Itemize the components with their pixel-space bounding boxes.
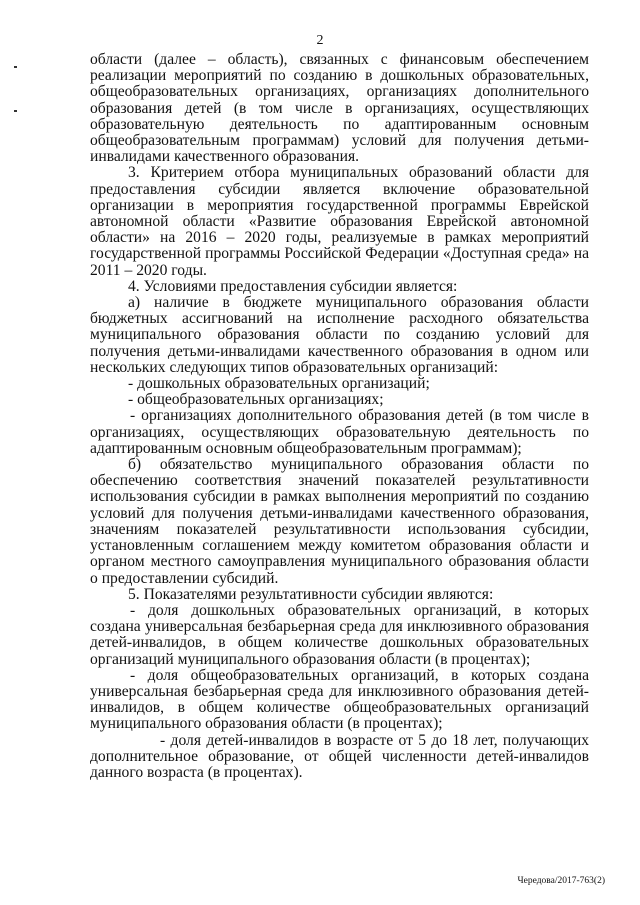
- page-number: 2: [316, 33, 324, 48]
- paragraph-intro-continuation: области (далее – область), связанных с финансовым обеспечением реализации мероприятий по созданию в дошкольных образовательных, общеобразовательных организациях, организациях дополнительного образования детей (в том числе в организациях, осуществляющих образовательную деятельность по адаптированным основным общеобразовательным программам) условий для получения детьми-инвалидами качественного образования.: [90, 51, 589, 166]
- paragraph-4b-obligation: б) обязательство муниципального образования области по обеспечению соответствия значений показателей результативности использования субсидии в рамках выполнения мероприятий по созданию условий для получения детьми-инвалидами качественного образования, значениям показателей результативности использования субсидии, установленным соглашением между комитетом образования области и органом местного самоуправления муниципального образования области о предоставлении субсидий.: [90, 456, 589, 587]
- indicator-preschool-share: - доля дошкольных образовательных организаций, в которых создана универсальная безбарьерная среда для инклюзивного образования детей-инвалидов, в общем количестве дошкольных образовательных организаций муниципального образования области (в процентах);: [90, 601, 589, 668]
- paragraph-3-selection-criteria: 3. Критерием отбора муниципальных образований области для предоставления субсидии является включение образовательной организации в мероприятия государственной программы Еврейской автономной области «Развитие образования Еврейской автономной области» на 2016 – 2020 годы, реализуемые в рамках мероприятий государственной программы Российской Федерации «Доступная среда» на 2011 – 2020 годы.: [90, 164, 589, 279]
- indicator-general-share: - доля общеобразовательных организаций, в которых создана универсальная безбарьерная среда для инклюзивного образования детей-инвалидов, в общем количестве общеобразовательных организаций муниципального образования области (в процентах);: [90, 666, 589, 733]
- margin-mark: [14, 66, 17, 68]
- list-item-general-education: - общеобразовательных организациях;: [128, 391, 384, 409]
- indicator-children-share: - доля детей-инвалидов в возрасте от 5 до 18 лет, получающих дополнительное образование, от общей численности детей-инвалидов данного возраста (в процентах).: [90, 731, 589, 781]
- list-item-additional-education: - организациях дополнительного образования детей (в том числе в организациях, осуществляющих образовательную деятельность по адаптированным основным общеобразовательным программам);: [90, 407, 589, 457]
- margin-mark: [14, 110, 17, 112]
- paragraph-4a-budget: а) наличие в бюджете муниципального образования области бюджетных ассигнований на исполнение расходного обязательства муниципального образования области по созданию условий для получения детьми-инвалидами качественного образования в одном или нескольких следующих типов образовательных организаций:: [90, 294, 589, 376]
- document-body: [90, 52, 589, 781]
- list-item-preschool: - дошкольных образовательных организаций;: [128, 375, 430, 393]
- document-footer-code: Чередова/2017-763(2): [517, 876, 605, 886]
- paragraph-4-conditions: 4. Условиями предоставления субсидии является:: [128, 277, 458, 295]
- paragraph-5-indicators: 5. Показателями результативности субсидии являются:: [128, 585, 494, 603]
